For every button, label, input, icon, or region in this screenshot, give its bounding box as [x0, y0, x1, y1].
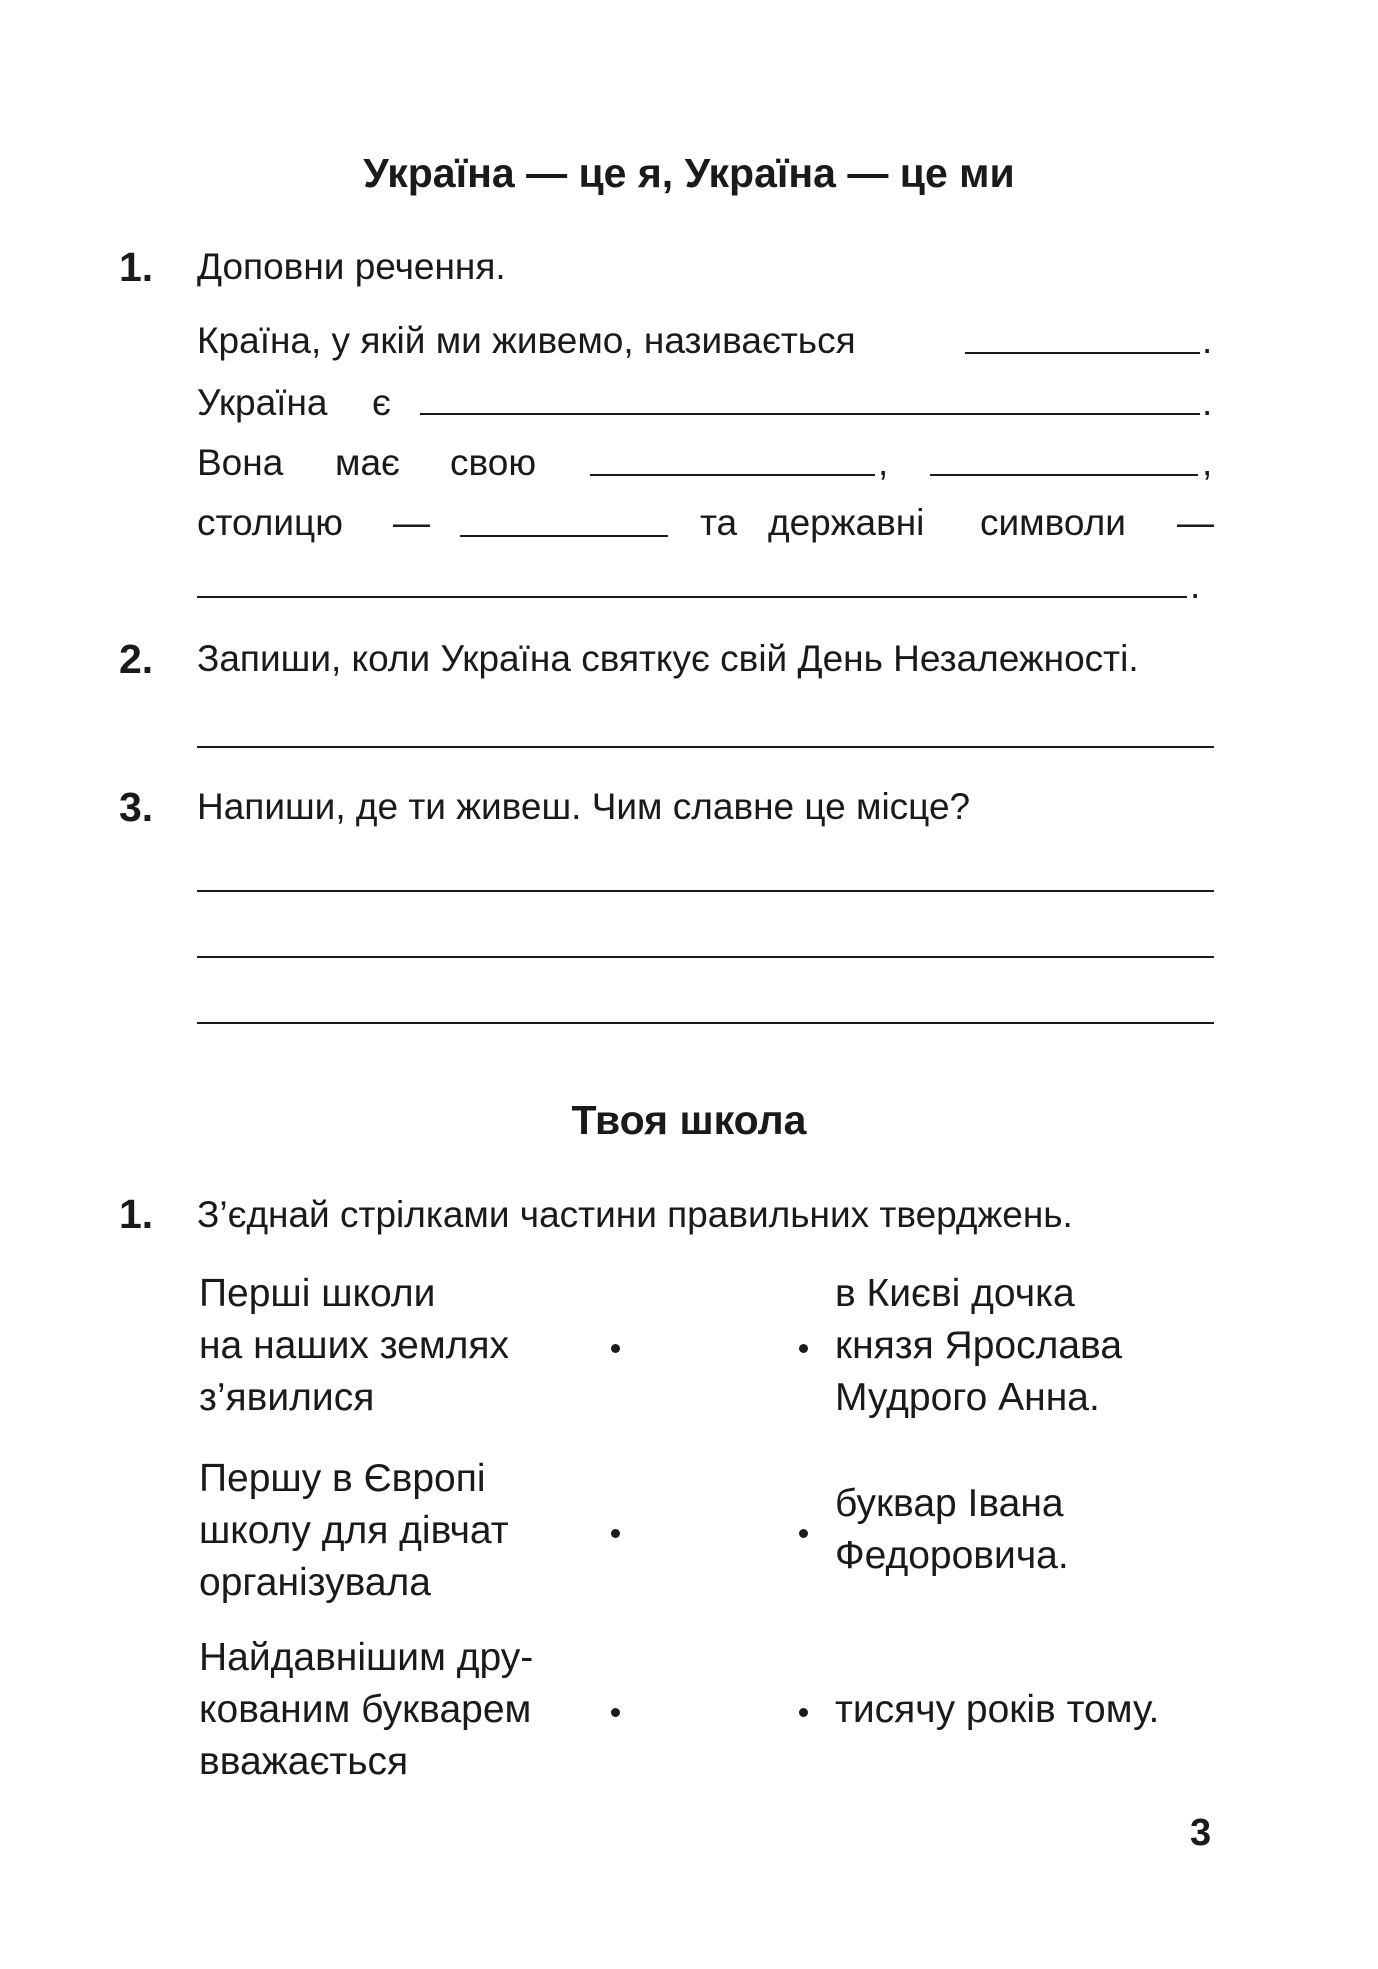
- connector-dot-left-3[interactable]: [611, 1708, 620, 1717]
- connector-dot-left-1[interactable]: [611, 1344, 620, 1353]
- sentence-is-word: є: [372, 382, 391, 423]
- answer-blank-country[interactable]: [965, 352, 1200, 354]
- task-number: 1.: [119, 244, 154, 290]
- connector-dot-right-2[interactable]: [799, 1529, 808, 1538]
- punctuation-period: .: [1202, 382, 1213, 423]
- statement-left-1-line3: з’явилися: [199, 1376, 375, 1419]
- sentence-word-maie: має: [335, 442, 400, 483]
- punctuation-comma: ,: [1202, 442, 1213, 483]
- sentence-dash: —: [393, 502, 430, 543]
- section-title-school: Твоя школа: [571, 1097, 807, 1143]
- sentence-word-ta: та: [700, 502, 738, 543]
- answer-line[interactable]: [197, 746, 1214, 748]
- statement-left-2-line3: організувала: [199, 1561, 432, 1604]
- connector-dot-right-3[interactable]: [799, 1708, 808, 1717]
- sentence-country-name: Країна, у якій ми живемо, називається: [197, 320, 856, 361]
- task-instruction: Доповни речення.: [197, 246, 506, 287]
- sentence-word-symvoly: символи: [980, 502, 1126, 543]
- punctuation-period: .: [1202, 320, 1213, 361]
- punctuation-period: .: [1190, 565, 1201, 606]
- page-number: 3: [1190, 1812, 1212, 1854]
- sentence-word-stolytsiu: столицю: [197, 502, 343, 543]
- statement-right-3-line1: тисячу років тому.: [835, 1688, 1160, 1731]
- answer-line[interactable]: [197, 1022, 1214, 1024]
- answer-blank-capital[interactable]: [460, 535, 668, 537]
- task-number: 3.: [119, 784, 154, 830]
- sentence-word-svoiu: свою: [450, 442, 537, 483]
- statement-left-3-line2: кованим букварем: [199, 1688, 532, 1731]
- answer-line[interactable]: [197, 890, 1214, 892]
- sentence-word-vona: Вона: [197, 442, 284, 483]
- statement-left-3-line1: Найдавнішим дру-: [199, 1636, 534, 1679]
- answer-blank-attribute-1[interactable]: [590, 474, 875, 476]
- statement-right-1-line2: князя Ярослава: [835, 1324, 1123, 1367]
- punctuation-comma: ,: [878, 442, 889, 483]
- task-number: 2.: [119, 636, 154, 682]
- sentence-dash: —: [1177, 502, 1214, 543]
- statement-left-1-line1: Перші школи: [199, 1272, 436, 1315]
- task-instruction: Напиши, де ти живеш. Чим славне це місце?: [197, 786, 971, 827]
- task-instruction: З’єднай стрілками частини правильних тверджень.: [197, 1194, 1073, 1235]
- statement-right-2-line1: буквар Івана: [835, 1482, 1064, 1525]
- answer-line[interactable]: [197, 956, 1214, 958]
- task-number: 1.: [119, 1191, 154, 1237]
- answer-blank-attribute-2[interactable]: [930, 474, 1198, 476]
- answer-blank-symbols[interactable]: [197, 596, 1187, 598]
- answer-blank-state[interactable]: [420, 413, 1200, 415]
- statement-right-2-line2: Федоровича.: [835, 1534, 1069, 1577]
- statement-right-1-line1: в Києві дочка: [835, 1272, 1075, 1315]
- task-instruction: Запиши, коли Україна святкує свій День Незалежності.: [197, 638, 1139, 679]
- statement-left-1-line2: на наших землях: [199, 1324, 510, 1367]
- statement-left-2-line1: Першу в Європі: [199, 1457, 486, 1500]
- statement-left-2-line2: школу для дівчат: [199, 1509, 509, 1552]
- section-title-ukraine: Україна — це я, Україна — це ми: [363, 150, 1015, 196]
- statement-left-3-line3: вважається: [199, 1740, 409, 1783]
- sentence-ukraine-word: Україна: [197, 382, 328, 423]
- statement-right-1-line3: Мудрого Анна.: [835, 1376, 1100, 1419]
- sentence-word-derzhavni: державні: [768, 502, 925, 543]
- connector-dot-left-2[interactable]: [611, 1529, 620, 1538]
- connector-dot-right-1[interactable]: [799, 1344, 808, 1353]
